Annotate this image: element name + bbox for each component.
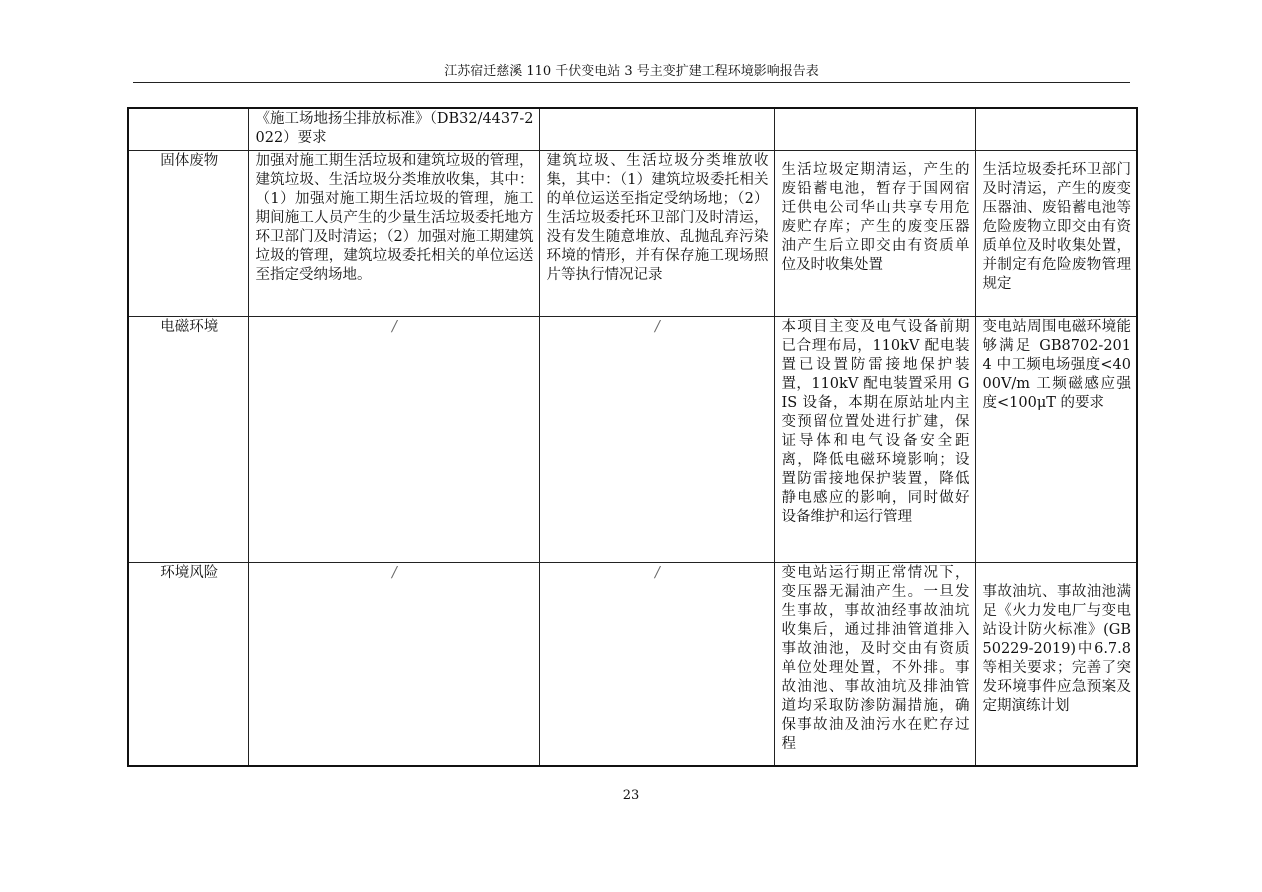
- category-cell: [128, 108, 248, 150]
- operation-measures-cell: 本项目主变及电气设备前期已合理布局，110kV 配电装置已设置防雷接地保护装置，110kV 配电装置采用 GIS 设备，本期在原站址内主变预留位置处进行扩建，保证导体和电气设备安全距离，降低电磁环境影响；设置防雷接地保护装置，降低静电感应的影响，同时做好设备维护和运行管理: [774, 316, 975, 562]
- operation-measures-cell: 生活垃圾定期清运，产生的废铅蓄电池，暂存于国网宿迁供电公司华山共享专用危废贮存库；产生的废变压器油产生后立即交由有资质单位及时收集处置: [774, 150, 975, 316]
- operation-requirements-cell: 生活垃圾委托环卫部门及时清运，产生的废变压器油、废铅蓄电池等危险废物立即交由有资质单位及时收集处置，并制定有危险废物管理规定: [975, 150, 1137, 316]
- construction-measures-cell: 《施工场地扬尘排放标准》（DB32/4437-2022）要求: [248, 108, 539, 150]
- construction-implementation-cell: /: [539, 316, 774, 562]
- construction-measures-cell: /: [248, 316, 539, 562]
- measures-table: [127, 107, 1138, 767]
- operation-requirements-cell: 事故油坑、事故油池满足《火力发电厂与变电站设计防火标准》(GB50229-2019)中6.7.8等相关要求；完善了突发环境事件应急预案及定期演练计划: [975, 562, 1137, 766]
- report-header: 江苏宿迁慈溪 110 千伏变电站 3 号主变扩建工程环境影响报告表: [444, 64, 819, 79]
- construction-measures-cell: 加强对施工期生活垃圾和建筑垃圾的管理，建筑垃圾、生活垃圾分类堆放收集，其中：（1）加强对施工期生活垃圾的管理，施工期间施工人员产生的少量生活垃圾委托地方环卫部门及时清运；（2）加强对施工期建筑垃圾的管理，建筑垃圾委托相关的单位运送至指定受纳场地。: [248, 150, 539, 316]
- category-cell: 环境风险: [128, 562, 248, 766]
- category-cell: 固体废物: [128, 150, 248, 316]
- construction-implementation-cell: 建筑垃圾、生活垃圾分类堆放收集，其中：（1）建筑垃圾委托相关的单位运送至指定受纳场地；（2）生活垃圾委托环卫部门及时清运，没有发生随意堆放、乱抛乱弃污染环境的情形，并有保存施工现场照片等执行情况记录: [539, 150, 774, 316]
- table-row: [128, 316, 1137, 562]
- construction-implementation-cell: [539, 108, 774, 150]
- operation-measures-cell: [774, 108, 975, 150]
- construction-measures-cell: /: [248, 562, 539, 766]
- operation-measures-cell: 变电站运行期正常情况下，变压器无漏油产生。一旦发生事故，事故油经事故油坑收集后，通过排油管道排入事故油池，及时交由有资质单位处理处置，不外排。事故油池、事故油坑及排油管道均采取防渗防漏措施，确保事故油及油污水在贮存过程: [774, 562, 975, 766]
- category-cell: 电磁环境: [128, 316, 248, 562]
- construction-implementation-cell: /: [539, 562, 774, 766]
- operation-requirements-cell: 变电站周围电磁环境能够满足 GB8702-2014 中工频电场强度<4000V/m 工频磁感应强度<100μT 的要求: [975, 316, 1137, 562]
- table-row: [128, 562, 1137, 766]
- page-number: 23: [622, 788, 640, 803]
- table-row: [128, 108, 1137, 150]
- table-row: [128, 150, 1137, 316]
- operation-requirements-cell: [975, 108, 1137, 150]
- header-rule: [133, 82, 1130, 83]
